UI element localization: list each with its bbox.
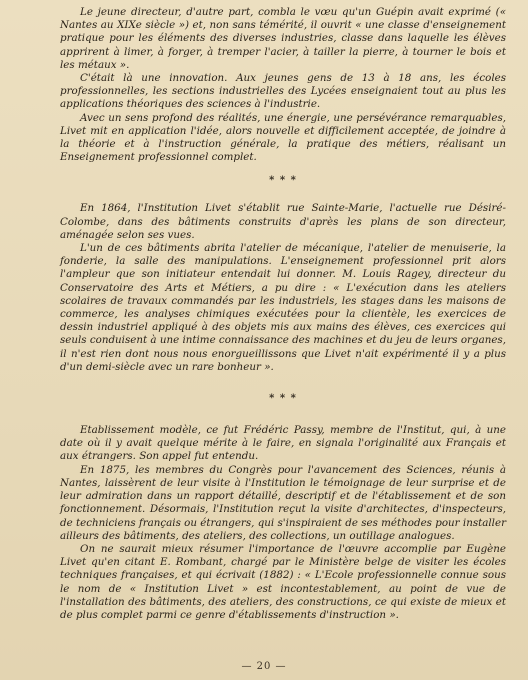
section-separator: * * * (269, 175, 297, 187)
paragraph-6: Etablissement modèle, ce fut Frédéric Passy, membre de l'Institut, qui, à une date où il y avait quelque mérite à le faire, en signala l'originalité aux Français et aux étrangers. Son appel fut entendu. (60, 424, 506, 463)
paragraph-3: Avec un sens profond des réalités, une énergie, une persévérance remarquables, Livet mit en application l'idée, alors nouvelle et difficilement acceptée, de joindre à la théorie et à l'instruction générale, la pratique des métiers, réalisant un Enseignement professionnel complet. (60, 111, 506, 164)
body-text (60, 6, 506, 622)
paragraph-4: En 1864, l'Institution Livet s'établit rue Sainte-Marie, l'actuelle rue Désiré-Colombe, dans des bâtiments construits d'après les plans de son directeur, aménagée selon ses vues. (60, 202, 506, 241)
section-separator: * * * (269, 393, 297, 405)
paragraph-8: On ne saurait mieux résumer l'importance de l'œuvre accomplie par Eugène Livet qu'en citant E. Rombant, chargé par le Ministère belge de visiter les écoles techniques françaises, et qui écrivait (1882) : « L'Ecole professionnelle connue sous le nom de « Institution Livet » est incontestablement, au point de vue de l'installation des bâtiments, des ateliers, des constructions, ce qui existe de mieux et de plus complet parmi ce genre d'établissements d'instruction ». (60, 542, 506, 621)
paragraph-5: L'un de ces bâtiments abrita l'atelier de mécanique, l'atelier de menuiserie, la fonderie, la salle des manipulations. L'enseignement professionnel prit alors l'ampleur que son initiateur entendait lui donner. M. Louis Ragey, directeur du Conservatoire des Arts et Métiers, a pu dire : « L'exécution dans les ateliers scolaires de travaux commandés par les industriels, les stages dans les maisons de commerce, les analyses chimiques exécutées pour la clientèle, les exercices de dessin industriel appliqué à des objets mis aux mains des élèves, ces exercices qui seuls conduisent à une intime connaissance des machines et du jeu de leurs organes, il n'est rien dont nous nous enorgueillissons que Livet n'ait expérimenté il y a plus d'un demi-siècle avec un rare bonheur ». (60, 242, 506, 373)
page-number: — 20 — (241, 661, 287, 672)
paragraph-7: En 1875, les membres du Congrès pour l'avancement des Sciences, réunis à Nantes, laissèrent de leur visite à l'Institution le témoignage de leur surprise et de leur admiration dans un rapport détaillé, descriptif et de l'établissement et de son fonctionnement. Désormais, l'Institution reçut la visite d'architectes, d'inspecteurs, de techniciens français ou étrangers, qui s'inspiraient de ses méthodes pour installer ailleurs des bâtiments, des ateliers, des collections, un outillage analogues. (60, 463, 506, 542)
paragraph-2: C'était là une innovation. Aux jeunes gens de 13 à 18 ans, les écoles professionnelles, les sections industrielles des Lycées enseignaient tout au plus les applications théoriques des sciences à l'industrie. (60, 72, 506, 111)
paragraph-1: Le jeune directeur, d'autre part, combla le vœu qu'un Guépin avait exprimé (« Nantes au XIXe siècle ») et, non sans témérité, il ouvrit « une classe d'enseignement pratique pour les éléments des diverses industries, classe dans laquelle les élèves apprirent à limer, à forger, à tremper l'acier, à tailler la pierre, à tourner le bois et les métaux ». (60, 6, 506, 71)
